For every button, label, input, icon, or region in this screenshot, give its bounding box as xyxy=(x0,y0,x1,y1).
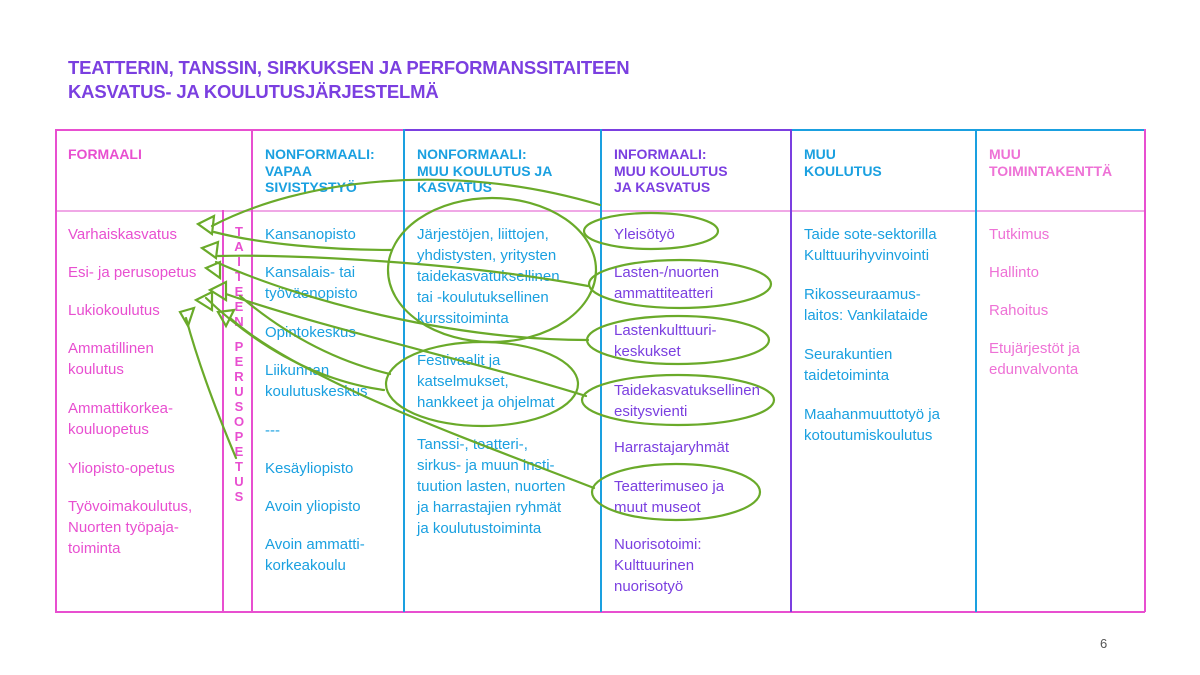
vertical-label-letter: T xyxy=(235,459,243,474)
table-top-border xyxy=(405,129,790,131)
column-divider xyxy=(403,129,405,612)
vertical-label-letter: E xyxy=(234,284,244,299)
header-informaali: INFORMAALI: MUU KOULUTUS JA KASVATUS xyxy=(614,146,728,195)
vertical-label-letter: E xyxy=(234,354,244,369)
annotation-arrow xyxy=(186,318,236,458)
list-item: Tutkimus xyxy=(989,226,1050,243)
list-item: Lukiokoulutus xyxy=(68,302,160,319)
vertical-label-letter: A xyxy=(234,239,244,254)
vertical-label-letter: O xyxy=(234,414,245,429)
column-divider xyxy=(1144,129,1146,612)
column-divider xyxy=(975,129,977,612)
annotation-arrowhead xyxy=(198,216,214,234)
vertical-label-letter: T xyxy=(235,224,243,239)
list-item: Järjestöjen, liittojen, yhdistysten, yritysten taidekasvatuksellinen tai -koulutuksellinen kurssitoiminta xyxy=(417,226,560,327)
list-item: Esi- ja perusopetus xyxy=(68,264,197,281)
list-item: Lasten-/nuorten ammattiteatteri xyxy=(614,264,720,302)
list-item: Kansanopisto xyxy=(265,226,356,243)
vertical-label-letter: R xyxy=(234,369,244,384)
annotation-arrowhead xyxy=(180,308,194,326)
header-muu-koulutus-ja-kasvatus: NONFORMAALI: MUU KOULUTUS JA KASVATUS xyxy=(417,146,553,195)
list-item: Festivaalit ja katselmukset, hankkeet ja ohjelmat xyxy=(417,352,555,411)
list-item: Hallinto xyxy=(989,264,1040,281)
column-divider xyxy=(222,210,224,611)
column-divider xyxy=(55,129,57,612)
list-item: Liikunnan koulutuskeskus xyxy=(265,362,368,400)
vertical-label-letter: S xyxy=(234,489,244,504)
list-item: Kesäyliopisto xyxy=(265,460,354,477)
list-item: Seurakuntien taidetoiminta xyxy=(804,346,893,384)
list-item: Taidekasvatuksellinen esitysvienti xyxy=(614,382,760,420)
header-vapaa-sivistystyo: NONFORMAALI: VAPAA SIVISTYSTYÖ xyxy=(265,146,375,195)
annotation-arrowhead xyxy=(218,310,234,326)
vertical-label-letter: I xyxy=(237,254,241,269)
vertical-label-letter: N xyxy=(234,314,244,329)
page-title xyxy=(68,56,629,104)
vertical-label-letter: U xyxy=(234,384,244,399)
annotation-arrowhead xyxy=(206,262,220,278)
vertical-label-letter xyxy=(234,329,244,339)
vertical-label-letter: E xyxy=(234,444,244,459)
list-item: Nuorisotoimi: Kulttuurinen nuorisotyö xyxy=(614,536,702,595)
vertical-label-taiteen-perusopetus xyxy=(234,224,244,504)
vertical-label-letter: P xyxy=(234,339,244,354)
table-top-border xyxy=(790,129,1145,131)
list-item: Opintokeskus xyxy=(265,324,356,341)
list-item: Maahanmuuttotyö ja kotoutumiskoulutus xyxy=(804,406,940,444)
list-item: Ammattikorkea- kouluopetus xyxy=(68,400,174,438)
list-item: Avoin ammatti- korkeakoulu xyxy=(265,536,365,574)
vertical-label-letter: S xyxy=(234,399,244,414)
header-muu-toimintakentta: MUU TOIMINTAKENTTÄ xyxy=(989,146,1113,179)
list-item: Rahoitus xyxy=(989,302,1049,319)
column-divider xyxy=(600,129,602,612)
header-formaali: FORMAALI xyxy=(68,146,142,162)
list-item: Yliopisto-opetus xyxy=(68,460,175,477)
list-item: Teatterimuseo ja muut museot xyxy=(614,478,725,516)
list-item: Työvoimakoulutus, Nuorten työpaja- toiminta xyxy=(68,498,193,557)
list-item: Lastenkulttuuri- keskukset xyxy=(614,322,717,360)
column-divider xyxy=(251,129,253,612)
list-item: Ammatillinen koulutus xyxy=(68,340,154,378)
column-divider xyxy=(790,129,792,612)
list-item: Yleisötyö xyxy=(614,226,675,243)
list-item: --- xyxy=(265,422,280,439)
table-top-border xyxy=(55,129,405,131)
annotation-arrowhead xyxy=(210,282,226,300)
vertical-label-letter: P xyxy=(234,429,244,444)
list-item: Varhaiskasvatus xyxy=(68,226,177,243)
vertical-label-letter: T xyxy=(235,269,243,284)
title-line-1: TEATTERIN, TANSSIN, SIRKUKSEN JA PERFORMANSSITAITEEN xyxy=(68,57,630,78)
annotation-arrowhead xyxy=(202,242,218,258)
list-item: Taide sote-sektorilla Kulttuurihyvinvointi xyxy=(804,226,937,264)
title-line-2: KASVATUS- JA KOULUTUSJÄRJESTELMÄ xyxy=(68,81,439,102)
list-item: Avoin yliopisto xyxy=(265,498,361,515)
annotation-arrowhead xyxy=(196,292,212,310)
list-item: Harrastajaryhmät xyxy=(614,439,730,456)
list-item: Etujärjestöt ja edunvalvonta xyxy=(989,340,1080,378)
header-muu-koulutus: MUU KOULUTUS xyxy=(804,146,882,179)
list-item: Kansalais- tai työväenopisto xyxy=(265,264,358,302)
page-number: 6 xyxy=(1100,636,1108,651)
vertical-label-letter: U xyxy=(234,474,244,489)
list-item: Rikosseuraamus- laitos: Vankilataide xyxy=(804,286,928,324)
list-item: Tanssi-, teatteri-, sirkus- ja muun insti- tuution lasten, nuorten ja harrastajien ryhmät ja koulutustoiminta xyxy=(417,436,566,537)
vertical-label-letter: E xyxy=(234,299,244,314)
